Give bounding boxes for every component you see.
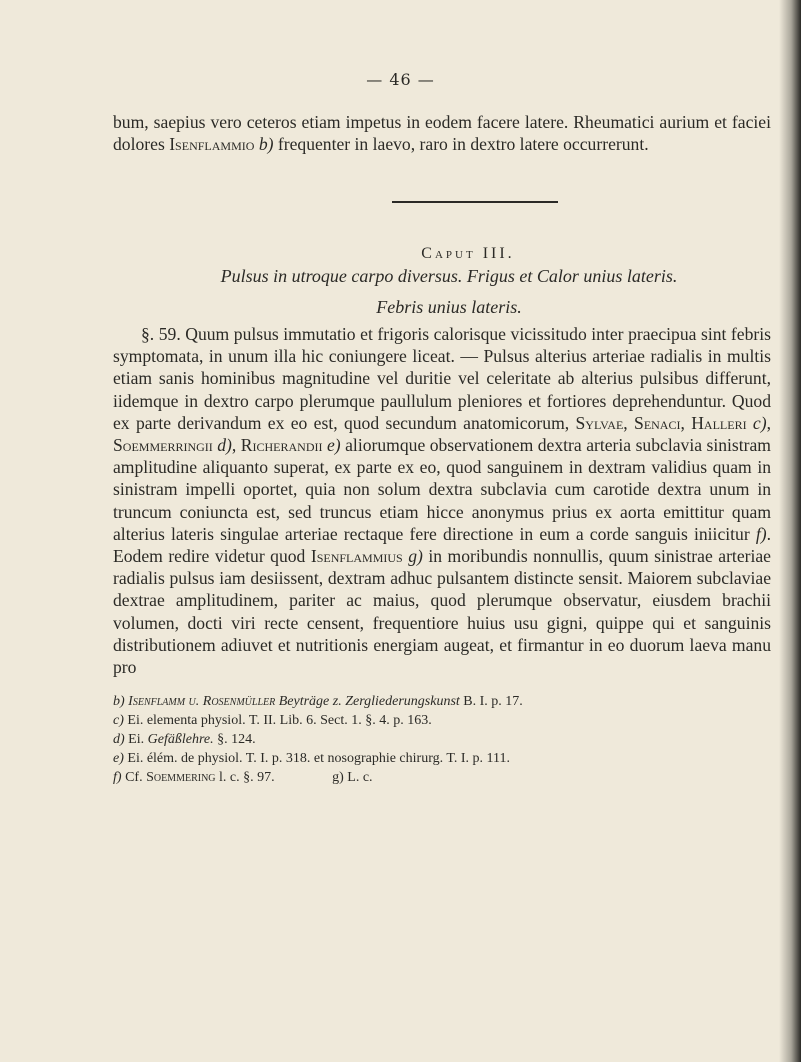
footnote-prefix: Cf. xyxy=(125,770,147,785)
section-divider xyxy=(392,201,558,203)
chapter-subtitle-line1: Pulsus in utroque carpo diversus. Frigus et Calor unius lateris. xyxy=(220,266,678,286)
footnote-label: c) xyxy=(113,713,124,728)
ref-c: c) xyxy=(746,412,767,433)
author-sylvae: Sylvae xyxy=(575,412,624,433)
footnote-author: Soemmering xyxy=(146,770,216,785)
para-text-2: , xyxy=(623,412,635,433)
page-edge-shadow xyxy=(779,0,801,1062)
author-senaci: Senaci xyxy=(634,412,681,433)
footnote-d xyxy=(113,730,773,749)
footnote-rest: l. c. §. 97. xyxy=(215,770,275,785)
para-text-6: aliorumque observationem dextra arteria subclavia sinistram amplitudine aliquanto superat, ex parte ex eo, quod sanguinem in dextram validius quam in sinistram impelli oportet, quia non solum dextra subclavia cum carotide dextra unum in truncum coniuncta est, sed truncus etiam hicce anonymus prius ex aorta emittitur quam alterius lateris singulae arteriae rectaque fere directione in eum a corde sanguis iniicitur xyxy=(113,435,771,544)
footnote-title: Gefäßlehre. xyxy=(147,732,214,747)
ref-f: f) xyxy=(755,523,767,544)
para-text-5: , xyxy=(231,435,241,456)
ref-g: g) xyxy=(402,546,423,567)
footnote-author: Isenflamm u. Rosenmüller xyxy=(128,694,276,709)
author-soemmerringii: Soemmerringii xyxy=(113,435,213,456)
author-isenflammius: Isenflammius xyxy=(310,546,403,567)
para-text-4: , xyxy=(766,412,771,433)
footnote-b xyxy=(113,692,773,711)
footnote-label: e) xyxy=(113,751,124,766)
para-text-8: in moribundis nonnullis, quum sinistrae arteriae radialis pulsus iam desiissent, dextram adhuc pulsantem distincte sensit. Maiorem subclaviae dextrae amplitudinem, pariter ac maius, quod plerumque observatur, eiusdem brachii volumen, docti viri recte censent, frequentiore huius usu gigni, quippe qui et sanguinis distributionem adiuvet et nutritionis energiam augeat, et firmantur in eo duorum laeva manu pro xyxy=(113,546,771,678)
intro-paragraph xyxy=(113,111,771,155)
author-halleri: Halleri xyxy=(691,412,747,433)
para-text-1: §. 59. Quum pulsus immutatio et frigoris calorisque vicissitudo inter praecipua sint febris symptomata, in unum illa hic coniungere liceat. — Pulsus alterius arteriae radialis in multis etiam sanis hominibus magnitudine vel duritie vel celeritate ab alterius pulsibus differunt, iidemque in dextro carpo plerumque paullulum pleniores et fortiores deprehenduntur. Quod ex parte derivandum ex eo est, quod secundum anatomicorum, xyxy=(113,324,771,433)
para-text-7: . Eodem redire videtur quod xyxy=(113,523,771,567)
intro-ref: b) xyxy=(258,134,274,154)
footnote-rest: B. I. p. 17. xyxy=(459,694,523,709)
footnote-prefix: Ei. xyxy=(128,732,148,747)
footnote-label: f) xyxy=(113,770,122,785)
footnote-f xyxy=(113,768,773,787)
footnote-rest: Ei. elementa physiol. T. II. Lib. 6. Sect. 1. §. 4. p. 163. xyxy=(127,713,432,728)
footnote-label: b) xyxy=(113,694,125,709)
footnote-e xyxy=(113,749,773,768)
intro-text-before: bum, saepius vero ceteros etiam impetus in eodem facere latere. Rheumatici aurium et faciei dolores xyxy=(113,112,771,154)
chapter-title: Caput III. xyxy=(421,245,515,262)
footnotes xyxy=(113,692,773,787)
footnote-rest: §. 124. xyxy=(213,732,256,747)
footnote-rest: Ei. élém. de physiol. T. I. p. 318. et nosographie chirurg. T. I. p. 111. xyxy=(127,751,510,766)
footnote-c xyxy=(113,711,773,730)
section-paragraph xyxy=(113,323,771,678)
ref-d: d) xyxy=(212,435,232,456)
intro-text-after: frequenter in laevo, raro in dextro latere occurrerunt. xyxy=(273,134,649,154)
chapter-subtitle-line2: Febris unius lateris. xyxy=(376,297,522,317)
intro-author: Isenflammio xyxy=(169,134,255,154)
footnote-label: d) xyxy=(113,732,125,747)
para-text-3: , xyxy=(680,412,692,433)
footnote-g: g) L. c. xyxy=(332,770,373,785)
author-richerandii: Richerandii xyxy=(240,435,323,456)
footnote-title: Beyträge z. Zergliederungskunst xyxy=(278,694,460,709)
page-number: — 46 — xyxy=(366,70,435,89)
ref-e: e) xyxy=(322,435,341,456)
